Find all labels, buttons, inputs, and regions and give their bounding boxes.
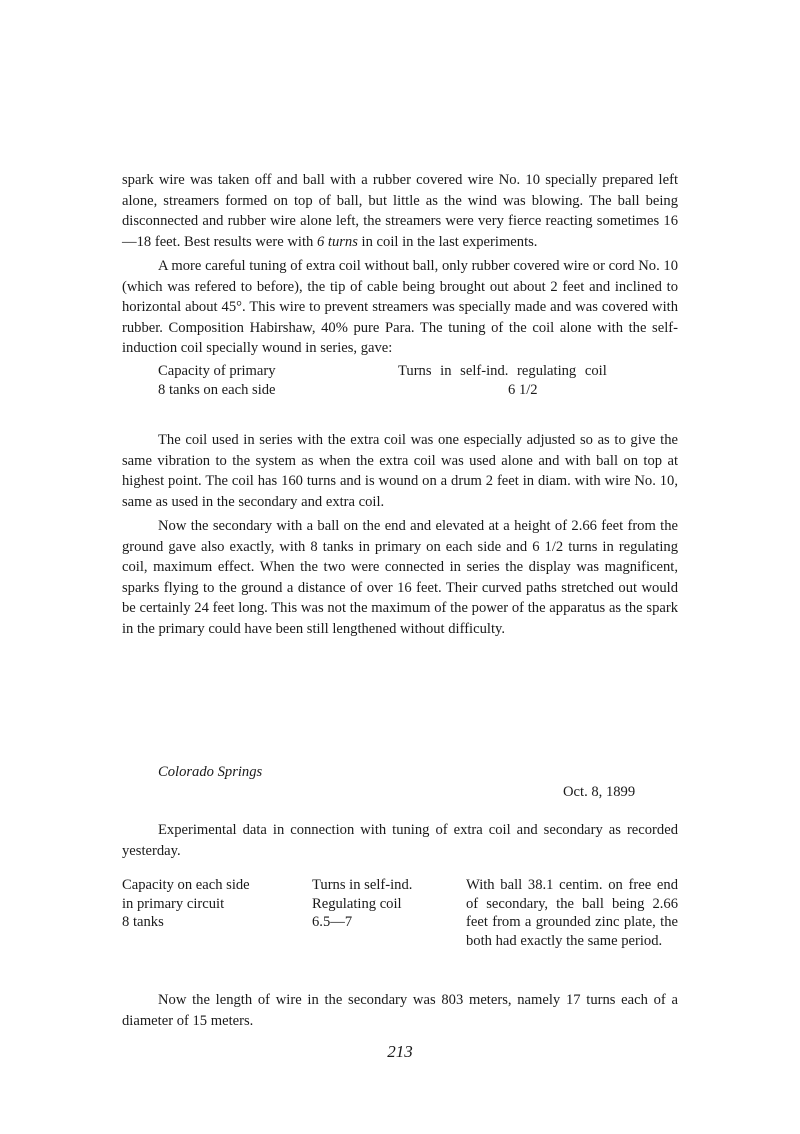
data-cell: Regulating coil bbox=[312, 895, 402, 912]
paragraph-6: Now the length of wire in the secondary was 803 meters, namely 17 turns each of a diameter of 15 meters. bbox=[122, 992, 678, 1029]
place-heading: Colorado Springs bbox=[158, 764, 263, 780]
capacity-table-row bbox=[158, 381, 638, 400]
data-column-turns bbox=[312, 876, 412, 932]
value-turns: 6 1/2 bbox=[508, 382, 538, 398]
paragraph-2: A more careful tuning of extra coil without ball, only rubber covered wire or cord No. 10 (which was refered to before), the tip of cable being brought out about 2 feet and inclined to horizontal about 45°. This wire to prevent streamers was specially made and was covered with rubber. Composition Habirshaw, 40% pure Para. The tuning of the coil alone with the self-induction coil specially wound in series, gave: bbox=[122, 258, 678, 356]
data-column-capacity bbox=[122, 876, 250, 932]
paragraph-1: spark wire was taken off and ball with a rubber covered wire No. 10 specially prepared left alone, streamers formed on top of ball, but little as the wind was blowing. The ball being disconnected and rubber wire alone left, the streamers were very fierce reacting sometimes 16—18 feet. Best results were with 6 turns in coil in the last experiments. bbox=[122, 172, 678, 250]
page-number: 213 bbox=[387, 1042, 413, 1061]
paragraph-3: The coil used in series with the extra coil was one especially adjusted so as to give the same vibration to the system as when the extra coil was used alone and with ball on top at highest point. The coil has 160 turns and is wound on a drum 2 feet in diam. with wire No. 10, same as used in the secondary and extra coil. bbox=[122, 432, 678, 510]
capacity-table bbox=[158, 362, 638, 400]
paragraph-4: Now the secondary with a ball on the end and elevated at a height of 2.66 feet from the ground gave also exactly, with 8 tanks in primary on each side and 6 1/2 turns in regulating coil, maximum effect. When the two were connected in series the display was magnificent, sparks flying to the ground a distance of over 16 feet. Their curved paths stretched out would be certainly 24 feet long. This was not the maximum of the power of the apparatus as the spark in the primary could have been still lengthened without difficulty. bbox=[122, 518, 678, 637]
capacity-table-header bbox=[158, 362, 638, 381]
text-block-top bbox=[122, 170, 678, 363]
paragraph-5: Experimental data in connection with tuning of extra coil and secondary as recorded yesterday. bbox=[122, 822, 678, 859]
data-cell-remarks: With ball 38.1 centim. on free end of secondary, the ball being 2.66 feet from a grounded zinc plate, the both had exactly the same period. bbox=[466, 877, 678, 949]
text-block-bottom bbox=[122, 990, 678, 1035]
data-cell: Capacity on each side bbox=[122, 877, 250, 893]
text-block-data-intro bbox=[122, 820, 678, 865]
data-cell: 8 tanks bbox=[122, 914, 164, 930]
data-cell: 6.5—7 bbox=[312, 914, 353, 930]
emphasis-turns: 6 turns bbox=[316, 233, 358, 250]
text-block-middle bbox=[122, 430, 678, 643]
header-turns: Turns in self-ind. regulating coil bbox=[398, 363, 607, 379]
data-cell: in primary circuit bbox=[122, 895, 225, 912]
date-heading: Oct. 8, 1899 bbox=[563, 784, 636, 800]
value-capacity: 8 tanks on each side bbox=[158, 382, 276, 398]
data-cell: Turns in self-ind. bbox=[312, 877, 413, 893]
data-column-remarks bbox=[466, 876, 678, 950]
header-capacity: Capacity of primary bbox=[158, 363, 276, 379]
